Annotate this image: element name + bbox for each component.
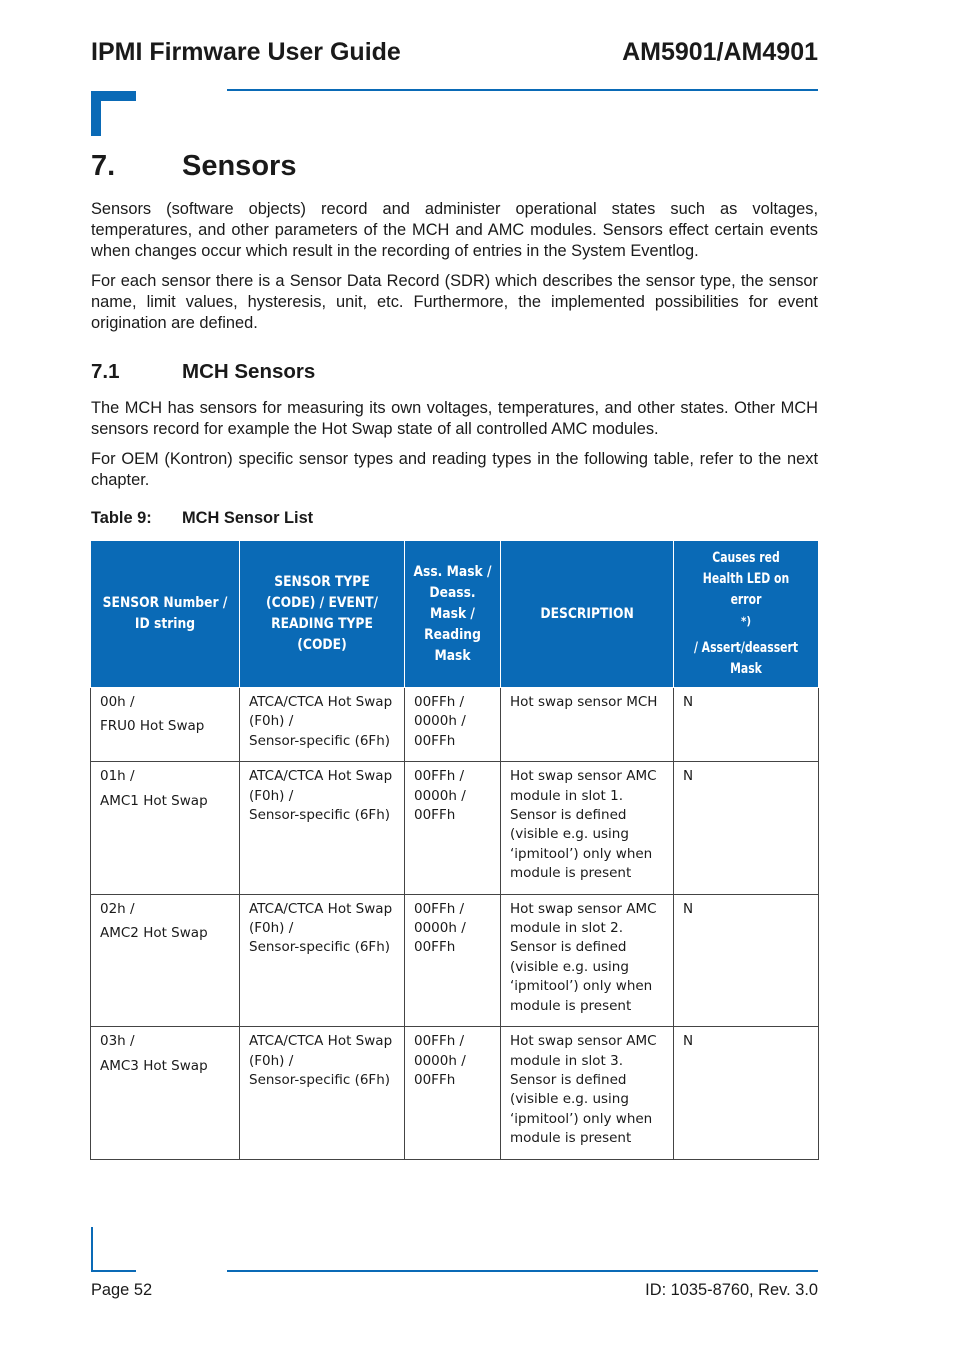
corner-mark-vertical	[91, 91, 101, 136]
page-number: Page 52	[91, 1281, 153, 1299]
table-header-row	[91, 541, 819, 688]
table-caption	[91, 509, 313, 528]
header-sensor-type: SENSOR TYPE (CODE) / EVENT/ READING TYPE (CODE)	[240, 541, 405, 688]
cell-sensor: 02h / AMC2 Hot Swap	[91, 894, 240, 1026]
subsection-paragraph-1: The MCH has sensors for measuring its own voltages, temperatures, and other states. Other MCH sensors record for example the Hot Swap state of all controlled AMC modules.	[91, 399, 818, 438]
cell-health: N	[674, 762, 819, 894]
cell-description: Hot swap sensor AMC module in slot 1. Sensor is defined (visible e.g. using ‘ipmitool’) only when module is present	[501, 762, 674, 894]
section-title: Sensors	[182, 150, 297, 182]
table-row	[91, 762, 819, 894]
mch-sensor-table	[90, 540, 819, 1160]
cell-type: ATCA/CTCA Hot Swap (F0h) / Sensor-specific (6Fh)	[240, 688, 405, 762]
table-caption-number: Table 9:	[91, 509, 152, 527]
cell-health: N	[674, 894, 819, 1026]
cell-description: Hot swap sensor MCH	[501, 688, 674, 762]
header-sensor-number: SENSOR Number / ID string	[91, 541, 240, 688]
footer-corner-vertical	[91, 1227, 93, 1272]
footer-rule	[227, 1270, 818, 1272]
header-health-led: Causes red Health LED on error *) / Assert/deassert Mask	[674, 541, 819, 688]
cell-sensor: 01h / AMC1 Hot Swap	[91, 762, 240, 894]
header-description: DESCRIPTION	[501, 541, 674, 688]
subsection-title: MCH Sensors	[182, 360, 316, 383]
table-row	[91, 688, 819, 762]
section-heading	[91, 150, 296, 183]
section-paragraph-1: Sensors (software objects) record and administer operational states such as voltages, temperatures, and other parameters of the MCH and AMC modules. Sensors effect certain events when changes occur which result in the recording of entries in the System Eventlog.	[91, 200, 818, 260]
cell-health: N	[674, 688, 819, 762]
cell-sensor: 03h / AMC3 Hot Swap	[91, 1027, 240, 1159]
cell-mask: 00FFh / 0000h / 00FFh	[405, 1027, 501, 1159]
cell-mask: 00FFh / 0000h / 00FFh	[405, 894, 501, 1026]
header-mask: Ass. Mask / Deass. Mask / Reading Mask	[405, 541, 501, 688]
footer-corner-horizontal	[91, 1270, 136, 1272]
section-paragraph-2: For each sensor there is a Sensor Data Record (SDR) which describes the sensor type, the sensor name, limit values, hysteresis, unit, etc. Furthermore, the implemented possibilities for event origination are defined.	[91, 272, 818, 332]
cell-mask: 00FFh / 0000h / 00FFh	[405, 762, 501, 894]
section-number: 7.	[91, 150, 116, 182]
table-caption-title: MCH Sensor List	[182, 509, 314, 527]
cell-mask: 00FFh / 0000h / 00FFh	[405, 688, 501, 762]
header-title-left: IPMI Firmware User Guide	[91, 38, 401, 66]
cell-description: Hot swap sensor AMC module in slot 3. Sensor is defined (visible e.g. using ‘ipmitool’) only when module is present	[501, 1027, 674, 1159]
header-rule	[227, 89, 818, 91]
subsection-paragraph-2: For OEM (Kontron) specific sensor types and reading types in the following table, refer to the next chapter.	[91, 450, 818, 489]
document-id: ID: 1035-8760, Rev. 3.0	[645, 1281, 818, 1299]
subsection-number: 7.1	[91, 360, 120, 383]
cell-health: N	[674, 1027, 819, 1159]
cell-type: ATCA/CTCA Hot Swap (F0h) / Sensor-specific (6Fh)	[240, 894, 405, 1026]
cell-sensor: 00h / FRU0 Hot Swap	[91, 688, 240, 762]
header-title-right: AM5901/AM4901	[622, 38, 818, 66]
cell-type: ATCA/CTCA Hot Swap (F0h) / Sensor-specific (6Fh)	[240, 1027, 405, 1159]
subsection-heading	[91, 360, 315, 384]
cell-description: Hot swap sensor AMC module in slot 2. Sensor is defined (visible e.g. using ‘ipmitool’) only when module is present	[501, 894, 674, 1026]
cell-type: ATCA/CTCA Hot Swap (F0h) / Sensor-specific (6Fh)	[240, 762, 405, 894]
table-row	[91, 1027, 819, 1159]
table-row	[91, 894, 819, 1026]
